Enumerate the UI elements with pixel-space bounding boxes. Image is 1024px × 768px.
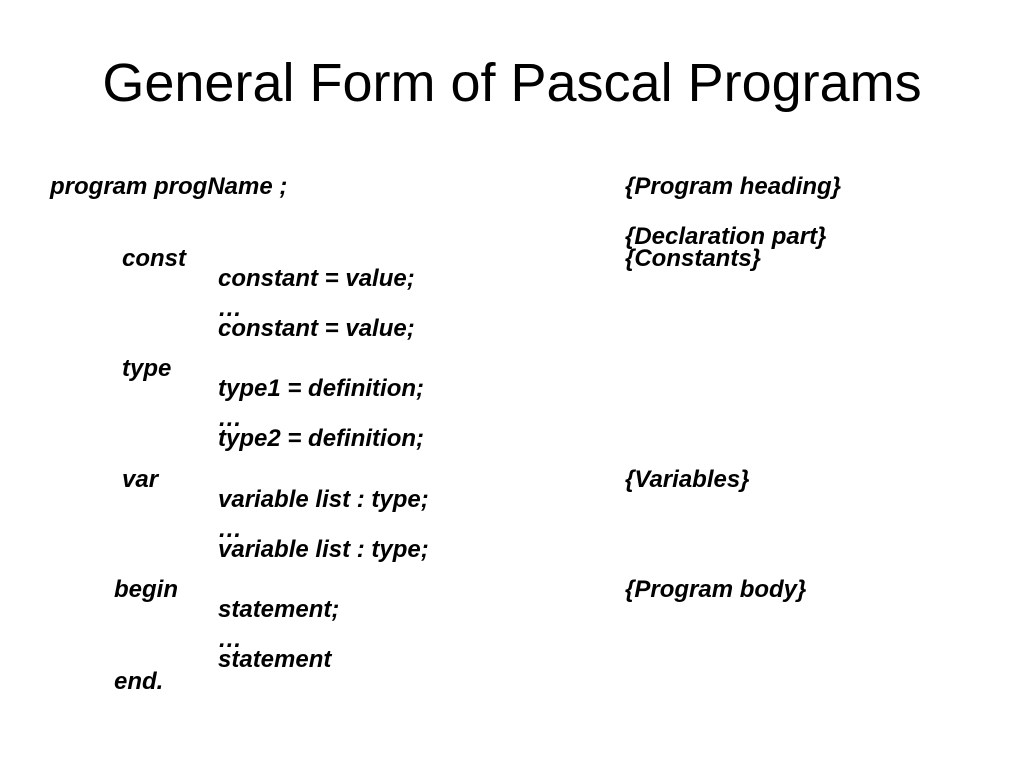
const-line-1: constant = value;: [218, 265, 415, 292]
var-ellipsis: …: [218, 516, 242, 543]
var-line-1: variable list : type;: [218, 486, 429, 513]
slide-title: General Form of Pascal Programs: [102, 53, 922, 113]
begin-keyword: begin: [114, 576, 178, 603]
statement-line-1: statement;: [218, 596, 340, 623]
const-keyword: const: [122, 245, 187, 272]
comment-program-heading: {Program heading}: [625, 173, 842, 200]
var-line-2: variable list : type;: [218, 536, 429, 563]
type-ellipsis: …: [218, 405, 242, 432]
end-keyword: end.: [114, 668, 164, 695]
var-keyword: var: [122, 466, 159, 493]
comment-constants: {Constants}: [625, 245, 762, 272]
program-heading-line: program progName ;: [50, 173, 288, 200]
const-ellipsis: …: [218, 295, 242, 322]
comment-declaration-part: {Declaration part}: [625, 223, 827, 250]
statement-ellipsis: …: [218, 626, 242, 653]
comment-program-body: {Program body}: [625, 576, 807, 603]
const-line-2: constant = value;: [218, 315, 415, 342]
statement-line-2: statement: [218, 646, 332, 673]
type-line-2: type2 = definition;: [218, 425, 425, 452]
comment-variables: {Variables}: [625, 466, 750, 493]
type-keyword: type: [122, 355, 172, 382]
type-line-1: type1 = definition;: [218, 375, 425, 402]
